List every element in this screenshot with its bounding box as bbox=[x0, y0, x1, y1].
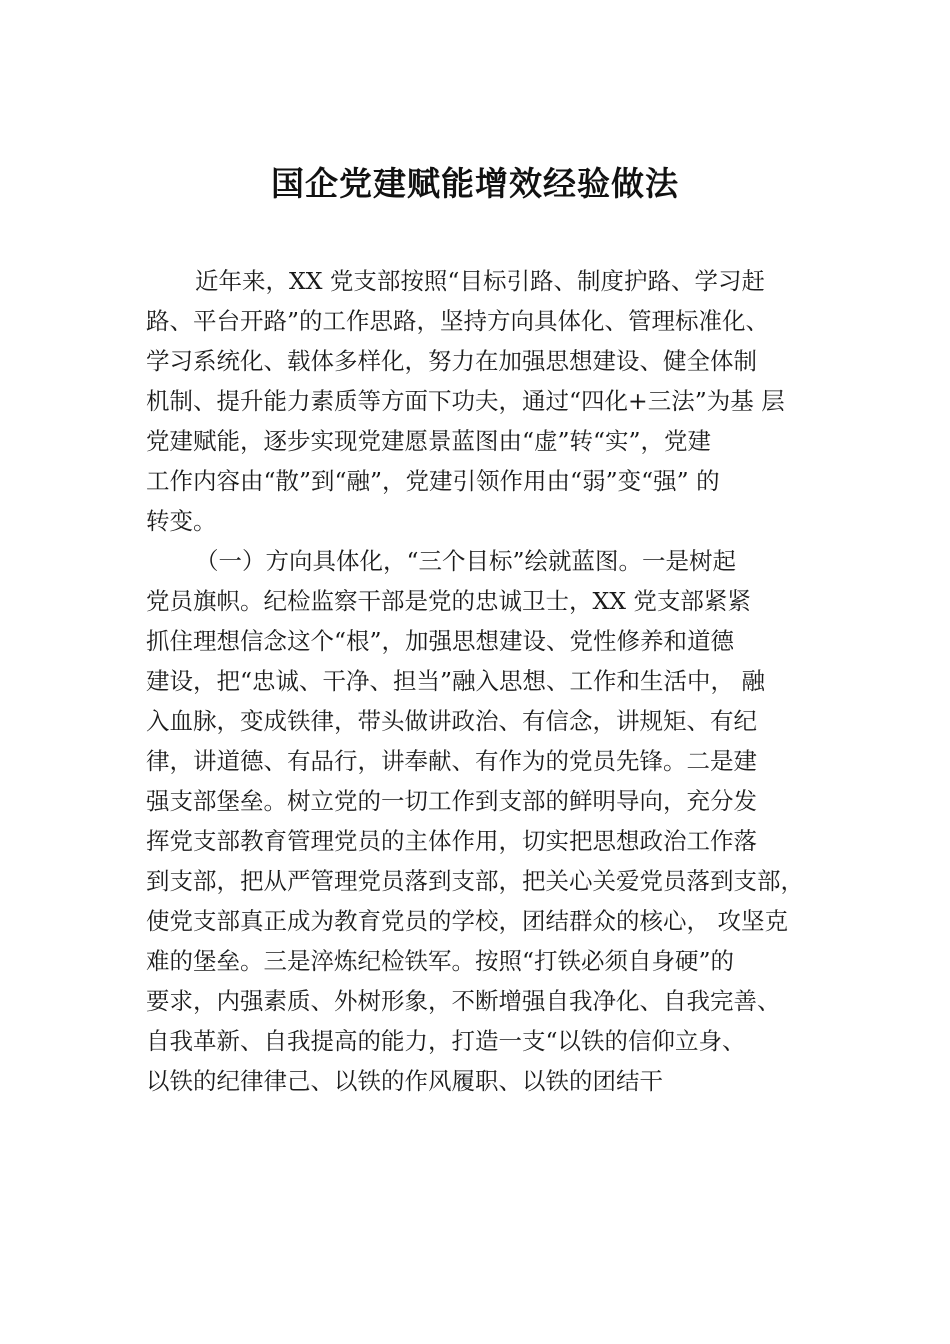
document-title: 国企党建赋能增效经验做法 bbox=[271, 164, 679, 203]
paragraph-2-line-13: 自我革新、自我提高的能力，打造一支“以铁的信仰立身、 bbox=[146, 1027, 746, 1055]
paragraph-2-line-11: 难的堡垒。三是淬炼纪检铁军。按照“打铁必须自身硬”的 bbox=[146, 947, 735, 975]
paragraph-1-line-2: 路、平台开路”的工作思路，坚持方向具体化、管理标准化、 bbox=[146, 307, 770, 335]
paragraph-2-line-6: 律，讲道德、有品行，讲奉献、有作为的党员先锋。二是建 bbox=[146, 747, 757, 775]
paragraph-2-line-12: 要求，内强素质、外树形象，不断增强自我净化、自我完善、 bbox=[146, 987, 781, 1015]
paragraph-1-line-1: 近年来，XX 党支部按照“目标引路、制度护路、学习赶 bbox=[195, 267, 765, 295]
paragraph-2-line-4: 建设，把“忠诚、干净、担当”融入思想、工作和生活中， 融 bbox=[146, 667, 765, 695]
paragraph-1-line-7: 转变。 bbox=[146, 507, 217, 535]
paragraph-1-line-3: 学习系统化、载体多样化，努力在加强思想建设、健全体制 bbox=[146, 347, 757, 375]
paragraph-2-line-9: 到支部，把从严管理党员落到支部，把关心关爱党员落到支部， bbox=[146, 867, 804, 895]
paragraph-2-line-1: （一）方向具体化，“三个目标”绘就蓝图。一是树起 bbox=[195, 547, 737, 575]
paragraph-2-line-14: 以铁的纪律律己、以铁的作风履职、以铁的团结干 bbox=[146, 1067, 663, 1095]
paragraph-1-line-5: 党建赋能，逐步实现党建愿景蓝图由“虚”转“实”，党建 bbox=[146, 427, 712, 455]
paragraph-2-line-2: 党员旗帜。纪检监察干部是党的忠诚卫士，XX 党支部紧紧 bbox=[146, 587, 751, 615]
paragraph-2-line-7: 强支部堡垒。树立党的一切工作到支部的鲜明导向，充分发 bbox=[146, 787, 757, 815]
paragraph-2-line-3: 抓住理想信念这个“根”，加强思想建设、党性修养和道德 bbox=[146, 627, 735, 655]
paragraph-1-line-4: 机制、提升能力素质等方面下功夫，通过“四化+三法”为基 层 bbox=[146, 387, 785, 415]
paragraph-2-line-10: 使党支部真正成为教育党员的学校，团结群众的核心， 攻坚克 bbox=[146, 907, 788, 935]
paragraph-1-line-6: 工作内容由“散”到“融”，党建引领作用由“弱”变“强” 的 bbox=[146, 467, 720, 495]
paragraph-2-line-5: 入血脉，变成铁律，带头做讲政治、有信念，讲规矩、有纪 bbox=[146, 707, 757, 735]
paragraph-2-line-8: 挥党支部教育管理党员的主体作用，切实把思想政治工作落 bbox=[146, 827, 757, 855]
